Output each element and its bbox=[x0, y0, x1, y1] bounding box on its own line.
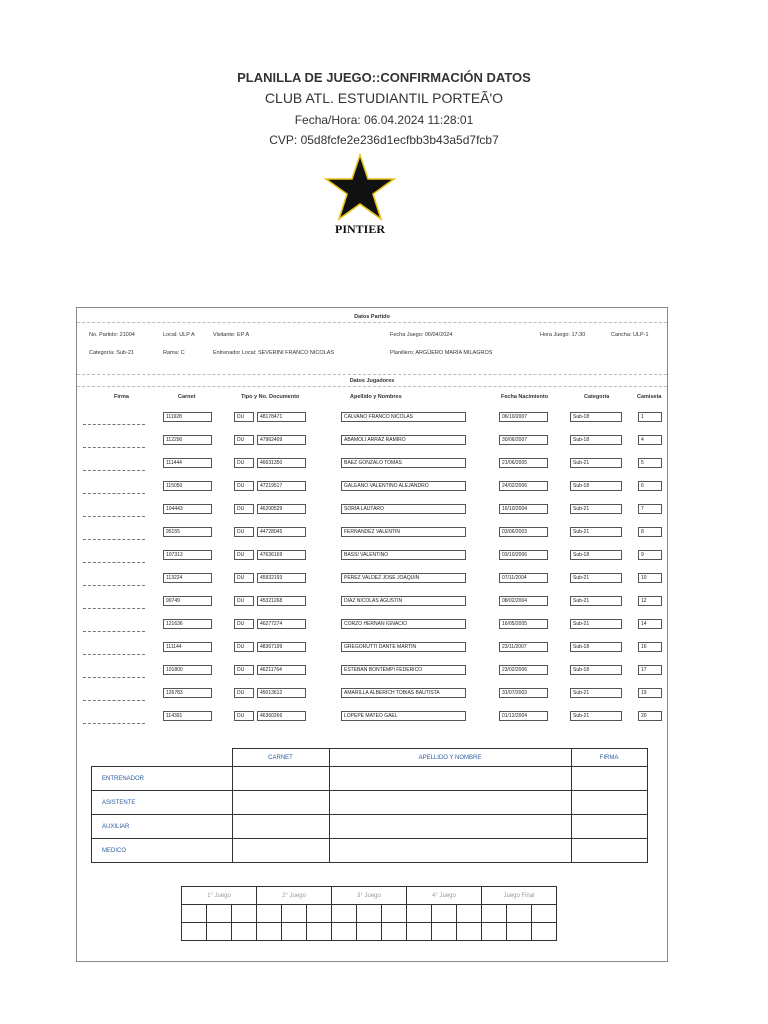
carnet-box: 104443 bbox=[163, 504, 212, 514]
divider bbox=[77, 322, 667, 323]
juegos-score-row bbox=[182, 923, 557, 941]
datos-jugadores-title: Datos Jugadores bbox=[349, 378, 395, 384]
tipo-doc-box: DU bbox=[234, 688, 254, 698]
carnet-box: 121636 bbox=[163, 619, 212, 629]
categoria-box: Sub-21 bbox=[570, 619, 622, 629]
documento-box: 46211764 bbox=[257, 665, 306, 675]
tipo-doc-box: DU bbox=[234, 527, 254, 537]
camiseta-box: 6 bbox=[638, 481, 662, 491]
camiseta-box: 4 bbox=[638, 435, 662, 445]
documento-box: 48367199 bbox=[257, 642, 306, 652]
tipo-doc-box: DU bbox=[234, 665, 254, 675]
staff-role: AUXILIAR bbox=[92, 815, 233, 839]
categoria: Categoría: Sub-21 bbox=[89, 350, 134, 356]
carnet-box: 111928 bbox=[163, 412, 212, 422]
firma-line[interactable] bbox=[83, 654, 145, 655]
nombre-box: LOPEPE MATEO GAEL bbox=[341, 711, 466, 721]
nacimiento-box: 31/07/2003 bbox=[499, 688, 548, 698]
nombre-box: DIAZ NICOLAS AGUSTIN bbox=[341, 596, 466, 606]
juego-score-cell[interactable] bbox=[332, 923, 357, 941]
camiseta-box: 14 bbox=[638, 619, 662, 629]
planilla-frame bbox=[76, 307, 668, 962]
firma-line[interactable] bbox=[83, 677, 145, 678]
staff-role: ENTRENADOR bbox=[92, 767, 233, 791]
hora-juego: Hora Juego: 17:30 bbox=[540, 332, 586, 338]
tipo-doc-box: DU bbox=[234, 619, 254, 629]
documento-box: 47219517 bbox=[257, 481, 306, 491]
tipo-doc-box: DU bbox=[234, 481, 254, 491]
juego-score-cell[interactable] bbox=[482, 923, 507, 941]
tipo-doc-box: DU bbox=[234, 458, 254, 468]
fecha-juego: Fecha Juego: 06/04/2024 bbox=[390, 332, 453, 338]
tipo-doc-box: DU bbox=[234, 435, 254, 445]
logo-text: PINTIER bbox=[334, 222, 386, 236]
juego-score-cell[interactable] bbox=[282, 905, 307, 923]
categoria-box: Sub-21 bbox=[570, 527, 622, 537]
camiseta-box: 5 bbox=[638, 458, 662, 468]
juego-score-cell[interactable] bbox=[407, 923, 432, 941]
juego-score-cell[interactable] bbox=[257, 905, 282, 923]
carnet-box: 112290 bbox=[163, 435, 212, 445]
categoria-box: Sub-21 bbox=[570, 596, 622, 606]
categoria-box: Sub-18 bbox=[570, 665, 622, 675]
juego-score-cell[interactable] bbox=[407, 905, 432, 923]
juego-header: Juego Final bbox=[482, 887, 557, 905]
juego-header: 1° Juego bbox=[182, 887, 257, 905]
documento-box: 48178471 bbox=[257, 412, 306, 422]
tipo-doc-box: DU bbox=[234, 596, 254, 606]
fecha-hora: Fecha/Hora: 06.04.2024 11:28:01 bbox=[294, 113, 474, 127]
juego-score-cell[interactable] bbox=[457, 905, 482, 923]
documento-box: 45932193 bbox=[257, 573, 306, 583]
nombre-box: CALVANO FRANCO NICOLAS bbox=[341, 412, 466, 422]
documento-box: 45321268 bbox=[257, 596, 306, 606]
col-header-firma: Firma bbox=[114, 394, 129, 400]
documento-box: 46360266 bbox=[257, 711, 306, 721]
tipo-doc-box: DU bbox=[234, 504, 254, 514]
carnet-box: 107313 bbox=[163, 550, 212, 560]
juego-score-cell[interactable] bbox=[282, 923, 307, 941]
nombre-box: FERNANDEZ VALENTIN bbox=[341, 527, 466, 537]
documento-box: 47962409 bbox=[257, 435, 306, 445]
col-header-categoria: Categoría bbox=[584, 394, 610, 400]
firma-line[interactable] bbox=[83, 516, 145, 517]
col-header-documento: Tipo y No. Documento bbox=[241, 394, 300, 400]
staff-role: MEDICO bbox=[92, 839, 233, 863]
firma-line[interactable] bbox=[83, 700, 145, 701]
documento-box: 46277274 bbox=[257, 619, 306, 629]
nacimiento-box: 23/11/2007 bbox=[499, 642, 548, 652]
firma-line[interactable] bbox=[83, 608, 145, 609]
staff-table bbox=[91, 748, 648, 863]
juego-score-cell[interactable] bbox=[357, 923, 382, 941]
tipo-doc-box: DU bbox=[234, 573, 254, 583]
documento-box: 44728045 bbox=[257, 527, 306, 537]
juego-score-cell[interactable] bbox=[507, 905, 532, 923]
camiseta-box: 17 bbox=[638, 665, 662, 675]
staff-row bbox=[92, 839, 648, 863]
col-header-carnet: Carnet bbox=[178, 394, 196, 400]
categoria-box: Sub-21 bbox=[570, 711, 622, 721]
no-partido: No. Partido: 21004 bbox=[89, 332, 135, 338]
carnet-box: 95155 bbox=[163, 527, 212, 537]
staff-nombre-cell[interactable] bbox=[329, 791, 571, 815]
camiseta-box: 16 bbox=[638, 642, 662, 652]
tipo-doc-box: DU bbox=[234, 642, 254, 652]
staff-header-nombre: APELLIDO Y NOMBRE bbox=[329, 749, 571, 767]
firma-line[interactable] bbox=[83, 562, 145, 563]
juego-score-cell[interactable] bbox=[307, 923, 332, 941]
carnet-box: 111444 bbox=[163, 458, 212, 468]
documento-box: 46200529 bbox=[257, 504, 306, 514]
nacimiento-box: 16/10/2004 bbox=[499, 504, 548, 514]
juego-score-cell[interactable] bbox=[382, 923, 407, 941]
juego-score-cell[interactable] bbox=[482, 905, 507, 923]
carnet-box: 114391 bbox=[163, 711, 212, 721]
pintier-star-logo bbox=[322, 153, 398, 237]
firma-line[interactable] bbox=[83, 447, 145, 448]
firma-line[interactable] bbox=[83, 424, 145, 425]
staff-role: ASISTENTE bbox=[92, 791, 233, 815]
divider bbox=[77, 374, 667, 375]
camiseta-box: 1 bbox=[638, 412, 662, 422]
nacimiento-box: 03/06/2003 bbox=[499, 527, 548, 537]
carnet-box: 115050 bbox=[163, 481, 212, 491]
firma-line[interactable] bbox=[83, 470, 145, 471]
documento-box: 45013612 bbox=[257, 688, 306, 698]
datos-partido-title: Datos Partido bbox=[354, 314, 390, 320]
tipo-doc-box: DU bbox=[234, 412, 254, 422]
staff-header-carnet: CARNET bbox=[232, 749, 329, 767]
page-title: PLANILLA DE JUEGO::CONFIRMACIÓN DATOS bbox=[237, 70, 531, 85]
juego-score-cell[interactable] bbox=[182, 905, 207, 923]
juego-score-cell[interactable] bbox=[507, 923, 532, 941]
col-header-camiseta: Camiseta bbox=[637, 394, 662, 400]
nombre-box: BASSI VALENTINO bbox=[341, 550, 466, 560]
planillero: Planillero: ARGÜERO MARÍA MILAGROS bbox=[390, 350, 493, 356]
categoria-box: Sub-18 bbox=[570, 481, 622, 491]
firma-line[interactable] bbox=[83, 493, 145, 494]
juego-score-cell[interactable] bbox=[182, 923, 207, 941]
carnet-box: 90749 bbox=[163, 596, 212, 606]
juego-score-cell[interactable] bbox=[207, 923, 232, 941]
visitante-team: Visitante: EP A bbox=[213, 332, 250, 338]
firma-line[interactable] bbox=[83, 585, 145, 586]
staff-carnet-cell[interactable] bbox=[232, 839, 329, 863]
staff-header-firma: FIRMA bbox=[571, 749, 647, 767]
camiseta-box: 8 bbox=[638, 527, 662, 537]
juego-header: 2° Juego bbox=[257, 887, 332, 905]
juego-score-cell[interactable] bbox=[332, 905, 357, 923]
camiseta-box: 20 bbox=[638, 711, 662, 721]
staff-carnet-cell[interactable] bbox=[232, 791, 329, 815]
juego-score-cell[interactable] bbox=[257, 923, 282, 941]
nacimiento-box: 01/12/2004 bbox=[499, 711, 548, 721]
categoria-box: Sub-18 bbox=[570, 435, 622, 445]
tipo-doc-box: DU bbox=[234, 550, 254, 560]
nombre-box: GREGORUTTI DANTE MARTIN bbox=[341, 642, 466, 652]
nacimiento-box: 24/02/2006 bbox=[499, 481, 548, 491]
nombre-box: ESTEBAN BONTEMPI FEDERICO bbox=[341, 665, 466, 675]
camiseta-box: 9 bbox=[638, 550, 662, 560]
staff-carnet-cell[interactable] bbox=[232, 767, 329, 791]
juego-score-cell[interactable] bbox=[532, 923, 557, 941]
juego-header: 3° Juego bbox=[332, 887, 407, 905]
nacimiento-box: 07/11/2004 bbox=[499, 573, 548, 583]
juegos-table bbox=[181, 886, 557, 941]
camiseta-box: 7 bbox=[638, 504, 662, 514]
cancha: Cancha: ULP-1 bbox=[611, 332, 649, 338]
local-team: Local: ULP A bbox=[163, 332, 195, 338]
staff-firma-cell[interactable] bbox=[571, 839, 647, 863]
categoria-box: Sub-21 bbox=[570, 573, 622, 583]
staff-firma-cell[interactable] bbox=[571, 767, 647, 791]
juego-header: 4° Juego bbox=[407, 887, 482, 905]
staff-nombre-cell[interactable] bbox=[329, 815, 571, 839]
categoria-box: Sub-18 bbox=[570, 550, 622, 560]
camiseta-box: 10 bbox=[638, 573, 662, 583]
juego-score-cell[interactable] bbox=[232, 923, 257, 941]
documento-box: 46631350 bbox=[257, 458, 306, 468]
nombre-box: ABAMOLI ARRAZ RAMIRO bbox=[341, 435, 466, 445]
divider bbox=[77, 386, 667, 387]
nacimiento-box: 30/06/2007 bbox=[499, 435, 548, 445]
nombre-box: CORZO HERNAN IGNACIO bbox=[341, 619, 466, 629]
categoria-box: Sub-21 bbox=[570, 504, 622, 514]
col-header-nacimiento: Fecha Nacimiento bbox=[501, 394, 549, 400]
documento-box: 47636169 bbox=[257, 550, 306, 560]
carnet-box: 101800 bbox=[163, 665, 212, 675]
firma-line[interactable] bbox=[83, 723, 145, 724]
rama: Rama: C bbox=[163, 350, 185, 356]
juego-score-cell[interactable] bbox=[207, 905, 232, 923]
nombre-box: GALEANO VALENTINO ALEJANDRO bbox=[341, 481, 466, 491]
nacimiento-box: 08/02/2004 bbox=[499, 596, 548, 606]
categoria-box: Sub-21 bbox=[570, 688, 622, 698]
staff-firma-cell[interactable] bbox=[571, 791, 647, 815]
juego-score-cell[interactable] bbox=[382, 905, 407, 923]
staff-nombre-cell[interactable] bbox=[329, 839, 571, 863]
nacimiento-box: 21/06/2005 bbox=[499, 458, 548, 468]
club-name: CLUB ATL. ESTUDIANTIL PORTEÃ'O bbox=[264, 90, 504, 106]
cvp-code: CVP: 05d8fcfe2e236d1ecfbb3b43a5d7fcb7 bbox=[269, 133, 499, 147]
categoria-box: Sub-18 bbox=[570, 412, 622, 422]
nacimiento-box: 23/02/2006 bbox=[499, 665, 548, 675]
categoria-box: Sub-21 bbox=[570, 458, 622, 468]
juego-score-cell[interactable] bbox=[432, 923, 457, 941]
staff-row bbox=[92, 791, 648, 815]
juego-score-cell[interactable] bbox=[432, 905, 457, 923]
juego-score-cell[interactable] bbox=[357, 905, 382, 923]
nacimiento-box: 03/10/2006 bbox=[499, 550, 548, 560]
nacimiento-box: 06/10/2007 bbox=[499, 412, 548, 422]
carnet-box: 111144 bbox=[163, 642, 212, 652]
staff-row bbox=[92, 767, 648, 791]
camiseta-box: 19 bbox=[638, 688, 662, 698]
staff-nombre-cell[interactable] bbox=[329, 767, 571, 791]
juego-score-cell[interactable] bbox=[232, 905, 257, 923]
juego-score-cell[interactable] bbox=[457, 923, 482, 941]
nacimiento-box: 16/05/2005 bbox=[499, 619, 548, 629]
categoria-box: Sub-18 bbox=[570, 642, 622, 652]
staff-row bbox=[92, 815, 648, 839]
juego-score-cell[interactable] bbox=[307, 905, 332, 923]
juegos-score-row bbox=[182, 905, 557, 923]
col-header-nombre: Apellido y Nombres bbox=[350, 394, 402, 400]
firma-line[interactable] bbox=[83, 539, 145, 540]
staff-firma-cell[interactable] bbox=[571, 815, 647, 839]
tipo-doc-box: DU bbox=[234, 711, 254, 721]
camiseta-box: 12 bbox=[638, 596, 662, 606]
firma-line[interactable] bbox=[83, 631, 145, 632]
carnet-box: 113224 bbox=[163, 573, 212, 583]
carnet-box: 126783 bbox=[163, 688, 212, 698]
nombre-box: AMARILLA ALBERICH TOBIAS BAUTISTA bbox=[341, 688, 466, 698]
nombre-box: SORIA LAUTARO bbox=[341, 504, 466, 514]
staff-carnet-cell[interactable] bbox=[232, 815, 329, 839]
entrenador-local: Entrenador Local: SEVERINI FRANCO NICOLAS bbox=[213, 350, 335, 356]
juego-score-cell[interactable] bbox=[532, 905, 557, 923]
nombre-box: BAEZ GONZALO TOMAS bbox=[341, 458, 466, 468]
nombre-box: PEREZ VALDEZ JOSE JOAQUIN bbox=[341, 573, 466, 583]
